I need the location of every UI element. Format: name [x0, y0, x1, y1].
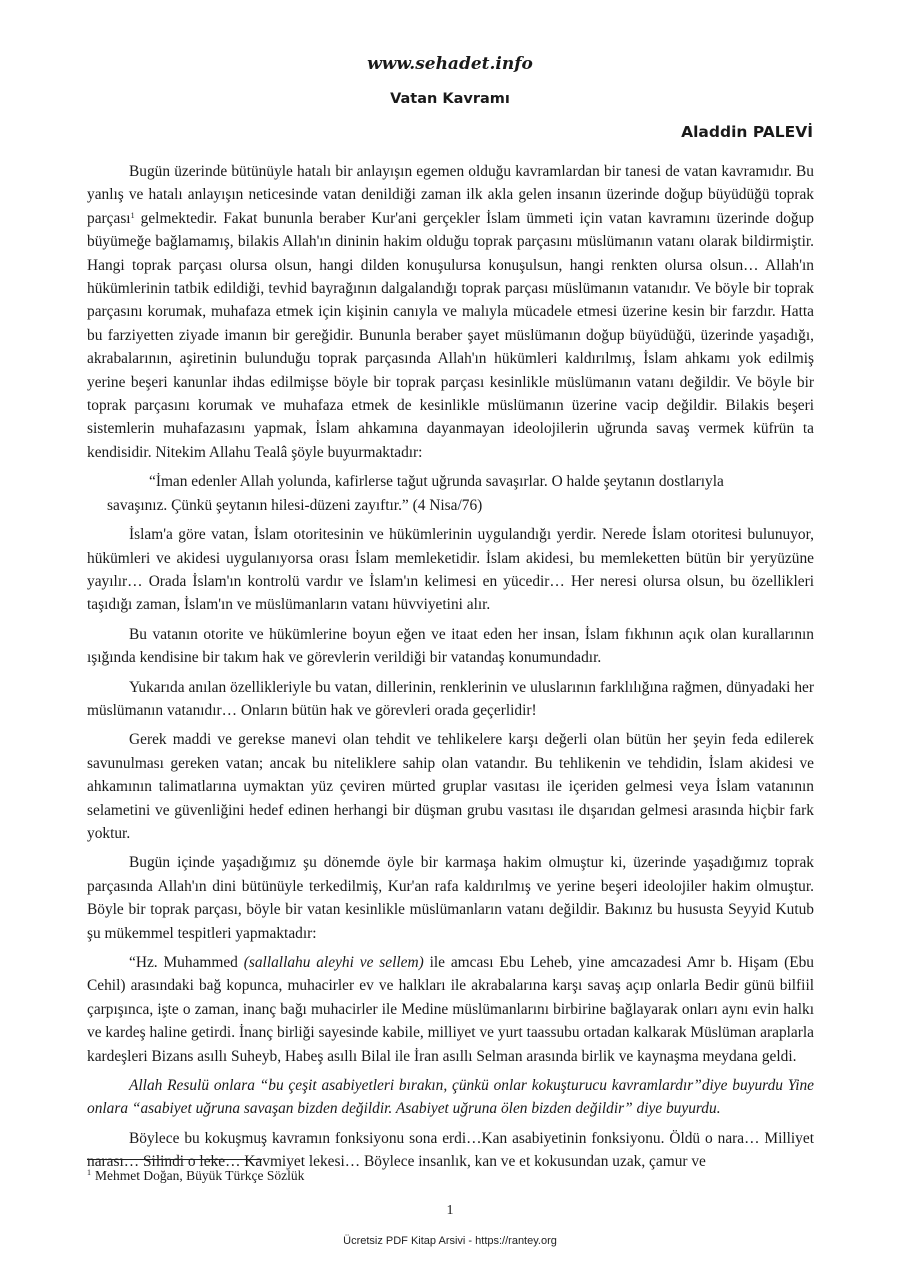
- paragraph-3: Bu vatanın otorite ve hükümlerine boyun eğen ve itaat eden her insan, İslam fıkhının açık olan kurallarının ışığında kendisine bir takım hak ve görevlerin verildiği bir vatandaş konumundadır.: [87, 625, 814, 667]
- paragraph-9: Böylece bu kokuşmuş kavramın fonksiyonu sona erdi…Kan asabiyetinin fonksiyonu. Öldü o nara… Milliyet narası… Silindi o leke… Kavmiyet lekesi… Böylece insanlık, kan ve et kokusundan uzak, çamur ve: [87, 1129, 814, 1171]
- page-number: 1: [446, 1203, 454, 1218]
- footnote: [87, 1168, 304, 1184]
- paragraph-8: Allah Resulü onlara “bu çeşit asabiyetleri bırakın, çünkü onlar kokuşturucu kavramlardır”diye buyurdu Yine onlara “asabiyet uğruna savaşan bizden değildir. Asabiyet uğruna ölen bizden değildir” diye buyurdu.: [87, 1077, 814, 1118]
- footnote-ref: 1: [130, 210, 135, 220]
- salutation-text: (sallallahu aleyhi ve sellem): [243, 954, 424, 971]
- footnote-mark: 1: [87, 1168, 91, 1177]
- footnote-divider: [87, 1159, 262, 1160]
- quran-quote: [87, 470, 814, 517]
- paragraph-7: [87, 951, 814, 1068]
- paragraph-7-part-a: “Hz. Muhammed: [129, 954, 244, 971]
- paragraph-4: Yukarıda anılan özellikleriyle bu vatan, dillerinin, renklerinin ve uluslarının farklılığına rağmen, dünyadaki her müslümanın vatanıdır… Onların bütün hak ve görevleri orada geçerlidir!: [87, 678, 814, 719]
- paragraph-2: İslam'a göre vatan, İslam otoritesinin ve hükümlerinin uygulandığı yerdir. Nerede İslam otoritesi bulunuyor, hükümleri ve akidesi uygulanıyorsa orası İslam memleketidir. İslam akidesi, bu memleketten bütün bir yeryüzüne yayılır… Orada İslam'ın kontrolü vardır ve İslam'ın kelimesi en yücedir… Her neresi olursa olsun, bu özellikleri taşıdığı zaman, İslam'ın ve müslümanların vatanı hüvviyetini alır.: [87, 526, 814, 614]
- footer-text: Ücretsiz PDF Kitap Arsivi - https://rantey.org: [343, 1235, 557, 1247]
- paragraph-5: Gerek maddi ve gerekse manevi olan tehdit ve tehlikelere karşı değerli olan bütün her şeyin feda edilerek savunulması gereken vatan; ancak bu niteliklere sahip olan vatandır. Bu tehlikenin ve tehdidin, İslam akidesi ve ahkamının talimatlarına uymaktan yüz çeviren mürted gruplar vasıtası ile içeriden gelmesi veya İslam vatanının selametini ve güvenliğini hedef edinen herhangi bir düşman grubu vasıtası ile dışarıdan gelmesi arasında hiçbir fark yoktur.: [87, 731, 814, 842]
- quote-line-1: “İman edenler Allah yolunda, kafirlerse tağut uğrunda savaşırlar. O halde şeytanın dostlarıyla: [149, 473, 724, 491]
- paragraph-1-part-b: gelmektedir. Fakat bununla beraber Kur'ani gerçekler İslam ümmeti için vatan kavramını üzerinde doğup büyümeğe bağlamamış, bilakis Allah'ın dininin hakim olduğu toprak parçasını müslümanın vatanı olarak bildirmiştir. Hangi toprak parçası olursa olsun, hangi dilden konuşulursa konuşulsun, hangi renkten olursa olsun… Allah'ın hükümlerinin tatbik edildiği, tevhid bayrağının dalgalandığı toprak parçası müslümanın vatanıdır. Ve böyle bir toprak parçasını korumak, muhafaza etmek için kişinin canıyla ve malıyla mücadele etmesi üzerine kesin bir farzdır. Hatta bu farziyetten ziyade imanın bir gereğidir. Bununla beraber şayet müslümanın doğup büyüdüğü, üzerinde yaşadığı, akrabalarının, aşiretinin bulunduğu toprak parçasında Allah'ın hükümleri kaldırılmış, İslam ahkamı yok edilmiş yerine beşeri kanunlar ihdas edilmişse böyle bir toprak parçası kesinlikle müslümanın vatanı değildir. Ve böyle bir toprak parçasını korumak ve muhafaza etmek de kesinlikle müslümanın üzerine vacip değildir. Bilakis beşeri sistemlerin muhafazasını yapmak, İslam ahkamına dayanmayan ideolojilerin uğrunda savaş vermek küfrün ta kendisidir. Nitekim Allahu Tealâ şöyle buyurmaktadır:: [87, 209, 814, 461]
- paragraph-7-part-b: ile amcası Ebu Leheb, yine amcazadesi Amr b. Hişam (Ebu Cehil) arasındaki bağ kopunca, muhacirler ev ve halkları ile akrabalarına karşı savaş açıp onlarla Bedir günü bilfiil çarpışınca, işte o zaman, inanç bağı muhacirler ile Medine müslümanlarını birbirine bağlayarak onları aynı evin halkı ve kardeş haline getirdi. İnanç birliği sayesinde kabile, milliyet ve yurt taassubu ortadan kalkarak Müslüman araplarla kardeşleri Bizans asıllı Suheyb, Habeş asıllı Bilal ile İran asıllı Selman arasında birlik ve kaynaşma meydana geldi.: [87, 954, 814, 1065]
- paragraph-1-part-a: Bugün üzerinde bütünüyle hatalı bir anlayışın egemen olduğu kavramlardan bir tanesi de vatan kavramıdır. Bu yanlış ve hatalı anlayışın neticesinde vatan denildiği zaman ilk akla gelen insanın üzerinde doğup büyüdüğü toprak parçası: [87, 163, 814, 227]
- article-body: [87, 160, 814, 1180]
- page-title: Vatan Kavramı: [390, 91, 510, 107]
- paragraph-6: Bugün içinde yaşadığımız şu dönemde öyle bir karmaşa hakim olmuştur ki, üzerinde yaşadığımız toprak parçasında Allah'ın dini bütünüyle terkedilmiş, Kur'an rafa kaldırılmış ve yerine beşeri ideolojiler hakim olmuştur. Böyle bir toprak parçası, böyle bir vatan kesinlikle müslümanların vatanı değildir. Bakınız bu hususta Seyyid Kutub şu mükemmel tespitleri yapmaktadır:: [87, 854, 814, 942]
- paragraph-1: [87, 160, 814, 464]
- author-name: Aladdin PALEVİ: [681, 123, 813, 141]
- quote-line-2: savaşınız. Çünkü şeytanın hilesi-düzeni zayıftır.” (4 Nisa/76): [107, 496, 483, 514]
- footnote-text: Mehmet Doğan, Büyük Türkçe Sözlük: [95, 1168, 305, 1183]
- site-url: www.sehadet.info: [367, 54, 533, 74]
